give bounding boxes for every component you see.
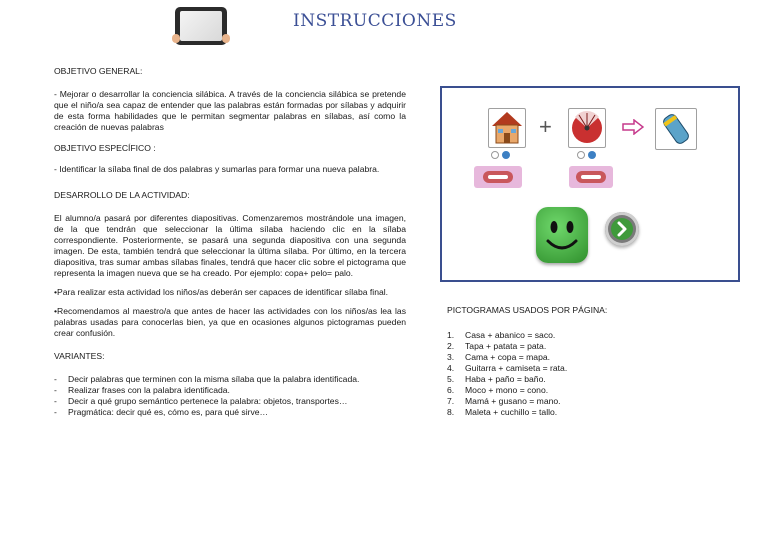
tablet-icon <box>175 7 227 45</box>
syllable-dot-selected[interactable] <box>502 151 510 159</box>
fan-icon <box>569 109 605 147</box>
general-objective-text: - Mejorar o desarrollar la conciencia silábica. A través de la conciencia silábica se pretende que el niño/a sea capaz de entender que las palabras están formadas por sílabas y adquirir de esta forma habilidades que le permitan segmentar palabras en sílabas, así como la creación de nuevas palabras <box>54 89 406 132</box>
house-picto-card[interactable] <box>488 108 526 148</box>
sack-picto-card[interactable] <box>655 108 697 150</box>
list-item: 3. Cama + copa = mapa. <box>447 352 551 362</box>
arrow-right-icon <box>622 119 644 135</box>
syllable-dots-1 <box>491 151 510 159</box>
syllable-dot-selected[interactable] <box>588 151 596 159</box>
list-item: 5. Haba + paño = baño. <box>447 374 546 384</box>
chevron-right-icon <box>605 212 639 246</box>
page-title: INSTRUCCIONES <box>293 11 457 31</box>
syllable-dots-2 <box>577 151 596 159</box>
note-teacher: •Recomendamos al maestro/a que antes de hacer las actividades con los niños/as lea las palabras usadas para conocerlas bien, ya que en ocasiones algunos pictogramas pueden crear confusión. <box>54 306 406 338</box>
variant-item: - Realizar frases con la palabra identificada. <box>54 385 406 396</box>
mouth-picto-1 <box>474 166 522 188</box>
general-objective-heading: OBJETIVO GENERAL: <box>54 66 143 76</box>
list-item: 1. Casa + abanico = saco. <box>447 330 556 340</box>
list-item: 4. Guitarra + camiseta = rata. <box>447 363 568 373</box>
smiley-face-icon <box>536 207 588 263</box>
pictograms-list <box>447 330 607 418</box>
smiley-button[interactable] <box>536 207 588 263</box>
note-syllable: •Para realizar esta actividad los niños/as deberán ser capaces de identificar sílaba final. <box>54 287 389 297</box>
variants-list <box>54 374 406 418</box>
activity-heading: DESARROLLO DE LA ACTIVIDAD: <box>54 190 190 200</box>
plus-sign: + <box>539 114 552 139</box>
next-button[interactable] <box>605 212 639 246</box>
syllable-dot-empty[interactable] <box>577 151 585 159</box>
list-item: 8. Maleta + cuchillo = tallo. <box>447 407 558 417</box>
activity-preview-panel <box>440 86 740 282</box>
variant-item: - Pragmática: decir qué es, cómo es, para qué sirve… <box>54 407 406 418</box>
activity-text: El alumno/a pasará por diferentes diapositivas. Comenzaremos mostrándole una imagen, de la que tendrán que seleccionar la última sílaba haciendo clic en la sílaba correspondiente. Posteriormente, se pasará una segunda diapositiva con una segunda imagen. De esta, también tendrá que seleccionar la última sílaba. Por último, en la tercera diapositiva, tras sumar ambas sílabas finales, tendrá que hacer clic sobre el pictograma que representa la imagen nueva que se ha creado. Por ejemplo: copa+ pelo= palo. <box>54 213 406 278</box>
instructions-column <box>54 66 406 418</box>
variants-heading: VARIANTES: <box>54 351 105 361</box>
house-icon <box>489 109 525 147</box>
pictograms-heading: PICTOGRAMAS USADOS POR PÁGINA: <box>447 305 608 315</box>
mouth-picto-2 <box>569 166 613 188</box>
list-item: 6. Moco + mono = cono. <box>447 385 549 395</box>
variant-item: - Decir a qué grupo semántico pertenece la palabra: objetos, transportes… <box>54 396 406 407</box>
sack-icon <box>656 109 696 149</box>
list-item: 2. Tapa + patata = pata. <box>447 341 547 351</box>
specific-objective-heading: OBJETIVO ESPECÍFICO : <box>54 143 156 153</box>
fan-picto-card[interactable] <box>568 108 606 148</box>
specific-objective-text: - Identificar la sílaba final de dos palabras y sumarlas para formar una nueva palabra. <box>54 164 380 174</box>
list-item: 7. Mamá + gusano = mano. <box>447 396 561 406</box>
syllable-dot-empty[interactable] <box>491 151 499 159</box>
variant-item: - Decir palabras que terminen con la misma sílaba que la palabra identificada. <box>54 374 406 385</box>
pictograms-section <box>447 305 607 418</box>
